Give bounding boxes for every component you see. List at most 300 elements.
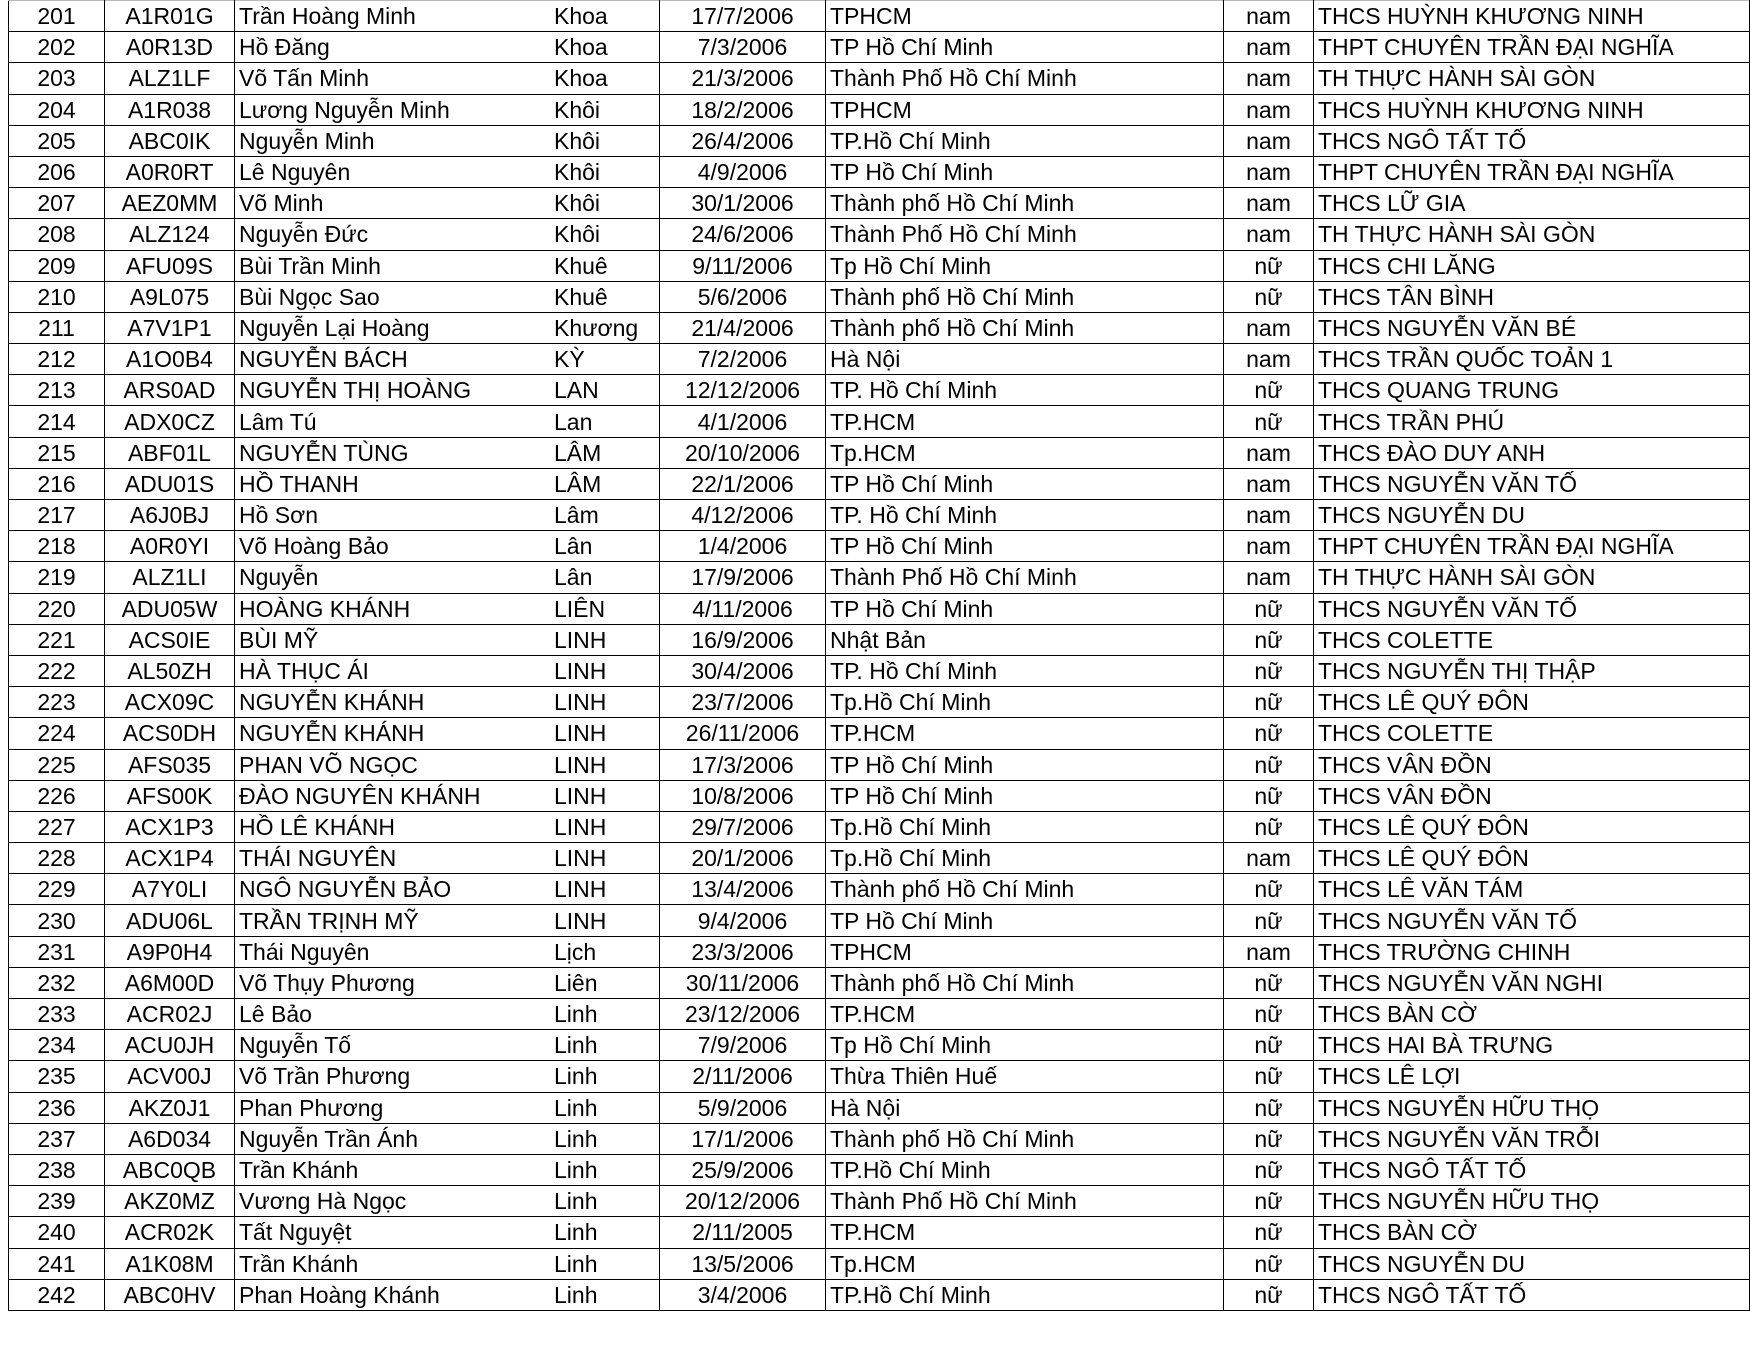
gender-cell: nam [1224,188,1314,219]
birth-place-cell: Thừa Thiên Huế [826,1061,1224,1092]
school-cell: THCS BÀN CỜ [1314,999,1750,1030]
given-name-cell: Linh [548,1279,660,1310]
gender-cell: nam [1224,312,1314,343]
birth-date-cell: 2/11/2005 [660,1217,826,1248]
given-name-cell: Linh [548,1030,660,1061]
given-name-cell: Lan [548,406,660,437]
birth-place-cell: Thành Phố Hồ Chí Minh [826,63,1224,94]
surname-middle-name-cell: BÙI MỸ [235,624,548,655]
birth-place-cell: TP Hồ Chí Minh [826,780,1224,811]
row-number-cell: 213 [9,375,105,406]
table-row [9,219,1750,250]
surname-middle-name-cell: Võ Trần Phương [235,1061,548,1092]
given-name-cell: LINH [548,905,660,936]
table-row [9,1030,1750,1061]
school-cell: THCS COLETTE [1314,624,1750,655]
table-row [9,967,1750,998]
birth-date-cell: 5/6/2006 [660,281,826,312]
table-row [9,655,1750,686]
candidate-id-cell: ABC0HV [105,1279,235,1310]
school-cell: THCS TRƯỜNG CHINH [1314,936,1750,967]
gender-cell: nữ [1224,905,1314,936]
gender-cell: nữ [1224,250,1314,281]
birth-place-cell: TP Hồ Chí Minh [826,468,1224,499]
birth-place-cell: Hà Nội [826,1092,1224,1123]
gender-cell: nữ [1224,281,1314,312]
school-cell: TH THỰC HÀNH SÀI GÒN [1314,562,1750,593]
candidate-id-cell: ACS0IE [105,624,235,655]
birth-place-cell: Tp.Hồ Chí Minh [826,843,1224,874]
given-name-cell: Liên [548,967,660,998]
given-name-cell: LINH [548,843,660,874]
birth-date-cell: 20/12/2006 [660,1186,826,1217]
candidate-id-cell: ADX0CZ [105,406,235,437]
surname-middle-name-cell: TRẦN TRỊNH MỸ [235,905,548,936]
birth-date-cell: 21/3/2006 [660,63,826,94]
given-name-cell: Linh [548,1186,660,1217]
birth-place-cell: TP.Hồ Chí Minh [826,1279,1224,1310]
gender-cell: nam [1224,32,1314,63]
row-number-cell: 201 [9,1,105,32]
gender-cell: nam [1224,843,1314,874]
gender-cell: nam [1224,1,1314,32]
table-row [9,1123,1750,1154]
school-cell: THCS LÊ VĂN TÁM [1314,874,1750,905]
birth-date-cell: 21/4/2006 [660,312,826,343]
surname-middle-name-cell: Hồ Sơn [235,500,548,531]
table-row [9,1092,1750,1123]
table-row [9,531,1750,562]
birth-date-cell: 9/11/2006 [660,250,826,281]
table-row [9,94,1750,125]
birth-place-cell: TPHCM [826,1,1224,32]
birth-place-cell: TP Hồ Chí Minh [826,905,1224,936]
school-cell: THCS TRẦN QUỐC TOẢN 1 [1314,344,1750,375]
table-row [9,375,1750,406]
birth-date-cell: 7/9/2006 [660,1030,826,1061]
surname-middle-name-cell: NGUYỄN TÙNG [235,437,548,468]
given-name-cell: Khương [548,312,660,343]
birth-place-cell: TP.HCM [826,718,1224,749]
birth-place-cell: Thành phố Hồ Chí Minh [826,281,1224,312]
birth-date-cell: 18/2/2006 [660,94,826,125]
school-cell: THCS BÀN CỜ [1314,1217,1750,1248]
row-number-cell: 240 [9,1217,105,1248]
candidate-id-cell: ABF01L [105,437,235,468]
candidate-id-cell: A0R13D [105,32,235,63]
school-cell: THCS NGÔ TẤT TỐ [1314,1279,1750,1310]
given-name-cell: LINH [548,874,660,905]
birth-place-cell: TP.Hồ Chí Minh [826,1154,1224,1185]
birth-place-cell: Thành phố Hồ Chí Minh [826,967,1224,998]
candidate-id-cell: ACR02K [105,1217,235,1248]
row-number-cell: 216 [9,468,105,499]
gender-cell: nữ [1224,1092,1314,1123]
candidate-id-cell: A9L075 [105,281,235,312]
school-cell: THPT CHUYÊN TRẦN ĐẠI NGHĨA [1314,156,1750,187]
surname-middle-name-cell: ĐÀO NGUYÊN KHÁNH [235,780,548,811]
birth-date-cell: 29/7/2006 [660,811,826,842]
birth-place-cell: Tp Hồ Chí Minh [826,250,1224,281]
school-cell: THCS COLETTE [1314,718,1750,749]
school-cell: THCS NGUYỄN DU [1314,1248,1750,1279]
candidate-id-cell: A9P0H4 [105,936,235,967]
row-number-cell: 215 [9,437,105,468]
table-row [9,1186,1750,1217]
given-name-cell: LÂM [548,468,660,499]
birth-date-cell: 20/1/2006 [660,843,826,874]
row-number-cell: 233 [9,999,105,1030]
given-name-cell: LÂM [548,437,660,468]
school-cell: THCS NGUYỄN VĂN TỐ [1314,468,1750,499]
surname-middle-name-cell: Thái Nguyên [235,936,548,967]
birth-date-cell: 23/3/2006 [660,936,826,967]
birth-date-cell: 7/2/2006 [660,344,826,375]
table-row [9,406,1750,437]
gender-cell: nữ [1224,687,1314,718]
row-number-cell: 237 [9,1123,105,1154]
school-cell: THCS NGÔ TẤT TỐ [1314,1154,1750,1185]
row-number-cell: 229 [9,874,105,905]
gender-cell: nữ [1224,1279,1314,1310]
gender-cell: nữ [1224,1186,1314,1217]
gender-cell: nữ [1224,874,1314,905]
birth-date-cell: 30/1/2006 [660,188,826,219]
birth-date-cell: 17/9/2006 [660,562,826,593]
birth-place-cell: TPHCM [826,936,1224,967]
given-name-cell: Lân [548,562,660,593]
candidate-id-cell: A0R0RT [105,156,235,187]
gender-cell: nữ [1224,1217,1314,1248]
given-name-cell: LINH [548,780,660,811]
row-number-cell: 203 [9,63,105,94]
surname-middle-name-cell: Phan Hoàng Khánh [235,1279,548,1310]
surname-middle-name-cell: Nguyễn [235,562,548,593]
row-number-cell: 224 [9,718,105,749]
row-number-cell: 228 [9,843,105,874]
given-name-cell: Lâm [548,500,660,531]
gender-cell: nữ [1224,999,1314,1030]
given-name-cell: LINH [548,624,660,655]
row-number-cell: 209 [9,250,105,281]
school-cell: THCS LÊ QUÝ ĐÔN [1314,843,1750,874]
row-number-cell: 221 [9,624,105,655]
gender-cell: nam [1224,936,1314,967]
candidate-id-cell: AFU09S [105,250,235,281]
gender-cell: nam [1224,562,1314,593]
birth-date-cell: 17/7/2006 [660,1,826,32]
row-number-cell: 220 [9,593,105,624]
given-name-cell: Khoa [548,32,660,63]
table-row [9,749,1750,780]
table-row [9,687,1750,718]
given-name-cell: LINH [548,718,660,749]
birth-date-cell: 17/1/2006 [660,1123,826,1154]
surname-middle-name-cell: Võ Minh [235,188,548,219]
row-number-cell: 227 [9,811,105,842]
candidate-id-cell: A7V1P1 [105,312,235,343]
table-row [9,905,1750,936]
surname-middle-name-cell: NGUYỄN THỊ HOÀNG [235,375,548,406]
school-cell: THCS NGUYỄN VĂN BÉ [1314,312,1750,343]
row-number-cell: 214 [9,406,105,437]
given-name-cell: LINH [548,749,660,780]
school-cell: THCS NGÔ TẤT TỐ [1314,125,1750,156]
school-cell: THCS NGUYỄN VĂN TRỖI [1314,1123,1750,1154]
row-number-cell: 242 [9,1279,105,1310]
surname-middle-name-cell: Nguyễn Lại Hoàng [235,312,548,343]
school-cell: THCS LÊ LỢI [1314,1061,1750,1092]
row-number-cell: 225 [9,749,105,780]
surname-middle-name-cell: Phan Phương [235,1092,548,1123]
surname-middle-name-cell: Nguyễn Đức [235,219,548,250]
row-number-cell: 207 [9,188,105,219]
school-cell: THCS ĐÀO DUY ANH [1314,437,1750,468]
row-number-cell: 234 [9,1030,105,1061]
candidate-id-cell: ACR02J [105,999,235,1030]
table-row [9,125,1750,156]
table-row [9,999,1750,1030]
gender-cell: nam [1224,94,1314,125]
table-row [9,500,1750,531]
candidate-id-cell: ARS0AD [105,375,235,406]
surname-middle-name-cell: Võ Tấn Minh [235,63,548,94]
gender-cell: nữ [1224,1061,1314,1092]
given-name-cell: LINH [548,687,660,718]
given-name-cell: Linh [548,999,660,1030]
table-row [9,624,1750,655]
row-number-cell: 230 [9,905,105,936]
surname-middle-name-cell: Võ Hoàng Bảo [235,531,548,562]
row-number-cell: 223 [9,687,105,718]
gender-cell: nam [1224,344,1314,375]
surname-middle-name-cell: Vương Hà Ngọc [235,1186,548,1217]
birth-date-cell: 30/4/2006 [660,655,826,686]
birth-date-cell: 4/1/2006 [660,406,826,437]
gender-cell: nữ [1224,1123,1314,1154]
surname-middle-name-cell: HOÀNG KHÁNH [235,593,548,624]
candidate-id-cell: ACS0DH [105,718,235,749]
given-name-cell: Linh [548,1154,660,1185]
given-name-cell: Linh [548,1092,660,1123]
birth-place-cell: Thành phố Hồ Chí Minh [826,874,1224,905]
school-cell: TH THỰC HÀNH SÀI GÒN [1314,63,1750,94]
birth-place-cell: TPHCM [826,94,1224,125]
candidate-id-cell: ACX09C [105,687,235,718]
surname-middle-name-cell: THÁI NGUYÊN [235,843,548,874]
surname-middle-name-cell: Tất Nguyệt [235,1217,548,1248]
gender-cell: nữ [1224,811,1314,842]
surname-middle-name-cell: HÀ THỤC ÁI [235,655,548,686]
birth-date-cell: 16/9/2006 [660,624,826,655]
gender-cell: nam [1224,531,1314,562]
school-cell: THCS QUANG TRUNG [1314,375,1750,406]
candidate-id-cell: AKZ0MZ [105,1186,235,1217]
table-row [9,1,1750,32]
given-name-cell: Khôi [548,156,660,187]
birth-date-cell: 22/1/2006 [660,468,826,499]
school-cell: THPT CHUYÊN TRẦN ĐẠI NGHĨA [1314,32,1750,63]
table-row [9,718,1750,749]
gender-cell: nam [1224,219,1314,250]
candidate-id-cell: AL50ZH [105,655,235,686]
row-number-cell: 204 [9,94,105,125]
table-row [9,468,1750,499]
gender-cell: nam [1224,437,1314,468]
candidate-id-cell: A1R01G [105,1,235,32]
row-number-cell: 205 [9,125,105,156]
row-number-cell: 232 [9,967,105,998]
row-number-cell: 231 [9,936,105,967]
candidate-id-cell: ADU05W [105,593,235,624]
table-row [9,32,1750,63]
given-name-cell: Khoa [548,63,660,94]
given-name-cell: Linh [548,1248,660,1279]
candidate-id-cell: A6M00D [105,967,235,998]
candidate-id-cell: ALZ1LI [105,562,235,593]
birth-place-cell: Tp Hồ Chí Minh [826,1030,1224,1061]
birth-date-cell: 4/9/2006 [660,156,826,187]
gender-cell: nữ [1224,1154,1314,1185]
row-number-cell: 217 [9,500,105,531]
birth-date-cell: 10/8/2006 [660,780,826,811]
birth-place-cell: Thành phố Hồ Chí Minh [826,188,1224,219]
birth-place-cell: TP Hồ Chí Minh [826,156,1224,187]
birth-place-cell: Tp.Hồ Chí Minh [826,811,1224,842]
birth-date-cell: 9/4/2006 [660,905,826,936]
school-cell: THCS NGUYỄN VĂN TỐ [1314,593,1750,624]
row-number-cell: 241 [9,1248,105,1279]
birth-place-cell: TP.HCM [826,406,1224,437]
birth-place-cell: TP.HCM [826,999,1224,1030]
row-number-cell: 226 [9,780,105,811]
candidate-id-cell: A6J0BJ [105,500,235,531]
table-row [9,156,1750,187]
gender-cell: nữ [1224,780,1314,811]
table-row [9,250,1750,281]
candidate-id-cell: ALZ1LF [105,63,235,94]
table-row [9,562,1750,593]
surname-middle-name-cell: Nguyễn Trần Ánh [235,1123,548,1154]
candidate-id-cell: A1O0B4 [105,344,235,375]
birth-date-cell: 2/11/2006 [660,1061,826,1092]
gender-cell: nam [1224,156,1314,187]
given-name-cell: LIÊN [548,593,660,624]
table-row [9,780,1750,811]
surname-middle-name-cell: NGÔ NGUYỄN BẢO [235,874,548,905]
school-cell: THCS NGUYỄN DU [1314,500,1750,531]
row-number-cell: 218 [9,531,105,562]
birth-date-cell: 4/11/2006 [660,593,826,624]
birth-place-cell: Thành Phố Hồ Chí Minh [826,219,1224,250]
birth-place-cell: Thành phố Hồ Chí Minh [826,1123,1224,1154]
candidate-id-cell: ACU0JH [105,1030,235,1061]
gender-cell: nữ [1224,375,1314,406]
school-cell: THCS NGUYỄN THỊ THẬP [1314,655,1750,686]
gender-cell: nữ [1224,593,1314,624]
given-name-cell: Linh [548,1217,660,1248]
given-name-cell: Khuê [548,250,660,281]
school-cell: THCS VÂN ĐỒN [1314,749,1750,780]
table-row [9,1248,1750,1279]
surname-middle-name-cell: Lê Bảo [235,999,548,1030]
candidate-id-cell: ABC0IK [105,125,235,156]
birth-place-cell: Tp.HCM [826,437,1224,468]
surname-middle-name-cell: Nguyễn Minh [235,125,548,156]
candidate-id-cell: AEZ0MM [105,188,235,219]
table-row [9,811,1750,842]
school-cell: THPT CHUYÊN TRẦN ĐẠI NGHĨA [1314,531,1750,562]
birth-date-cell: 5/9/2006 [660,1092,826,1123]
gender-cell: nam [1224,468,1314,499]
row-number-cell: 235 [9,1061,105,1092]
gender-cell: nữ [1224,749,1314,780]
surname-middle-name-cell: HỒ LÊ KHÁNH [235,811,548,842]
school-cell: THCS NGUYỄN HỮU THỌ [1314,1092,1750,1123]
school-cell: THCS LÊ QUÝ ĐÔN [1314,811,1750,842]
candidate-id-cell: A7Y0LI [105,874,235,905]
gender-cell: nữ [1224,718,1314,749]
row-number-cell: 212 [9,344,105,375]
row-number-cell: 238 [9,1154,105,1185]
gender-cell: nữ [1224,655,1314,686]
school-cell: THCS LÊ QUÝ ĐÔN [1314,687,1750,718]
school-cell: THCS NGUYỄN HỮU THỌ [1314,1186,1750,1217]
table-row [9,281,1750,312]
gender-cell: nữ [1224,967,1314,998]
given-name-cell: Khôi [548,125,660,156]
row-number-cell: 210 [9,281,105,312]
birth-place-cell: Hà Nội [826,344,1224,375]
row-number-cell: 222 [9,655,105,686]
birth-place-cell: Thành phố Hồ Chí Minh [826,312,1224,343]
row-number-cell: 208 [9,219,105,250]
candidate-id-cell: A0R0YI [105,531,235,562]
school-cell: THCS NGUYỄN VĂN TỐ [1314,905,1750,936]
candidate-id-cell: AFS00K [105,780,235,811]
birth-place-cell: Thành Phố Hồ Chí Minh [826,562,1224,593]
row-number-cell: 202 [9,32,105,63]
gender-cell: nam [1224,125,1314,156]
candidate-id-cell: ACX1P4 [105,843,235,874]
surname-middle-name-cell: Trần Hoàng Minh [235,1,548,32]
row-number-cell: 239 [9,1186,105,1217]
table-row [9,874,1750,905]
candidate-id-cell: A1K08M [105,1248,235,1279]
table-row [9,63,1750,94]
birth-place-cell: TP Hồ Chí Minh [826,32,1224,63]
birth-date-cell: 4/12/2006 [660,500,826,531]
table-row [9,1217,1750,1248]
surname-middle-name-cell: HỒ THANH [235,468,548,499]
birth-date-cell: 3/4/2006 [660,1279,826,1310]
surname-middle-name-cell: NGUYỄN KHÁNH [235,687,548,718]
birth-place-cell: TP.Hồ Chí Minh [826,125,1224,156]
surname-middle-name-cell: NGUYỄN KHÁNH [235,718,548,749]
school-cell: THCS LỮ GIA [1314,188,1750,219]
given-name-cell: LAN [548,375,660,406]
school-cell: THCS TRẦN PHÚ [1314,406,1750,437]
birth-date-cell: 23/12/2006 [660,999,826,1030]
table-row [9,1061,1750,1092]
birth-place-cell: TP. Hồ Chí Minh [826,655,1224,686]
candidate-id-cell: AKZ0J1 [105,1092,235,1123]
birth-place-cell: TP Hồ Chí Minh [826,749,1224,780]
row-number-cell: 219 [9,562,105,593]
birth-date-cell: 30/11/2006 [660,967,826,998]
candidate-id-cell: ADU06L [105,905,235,936]
birth-date-cell: 20/10/2006 [660,437,826,468]
